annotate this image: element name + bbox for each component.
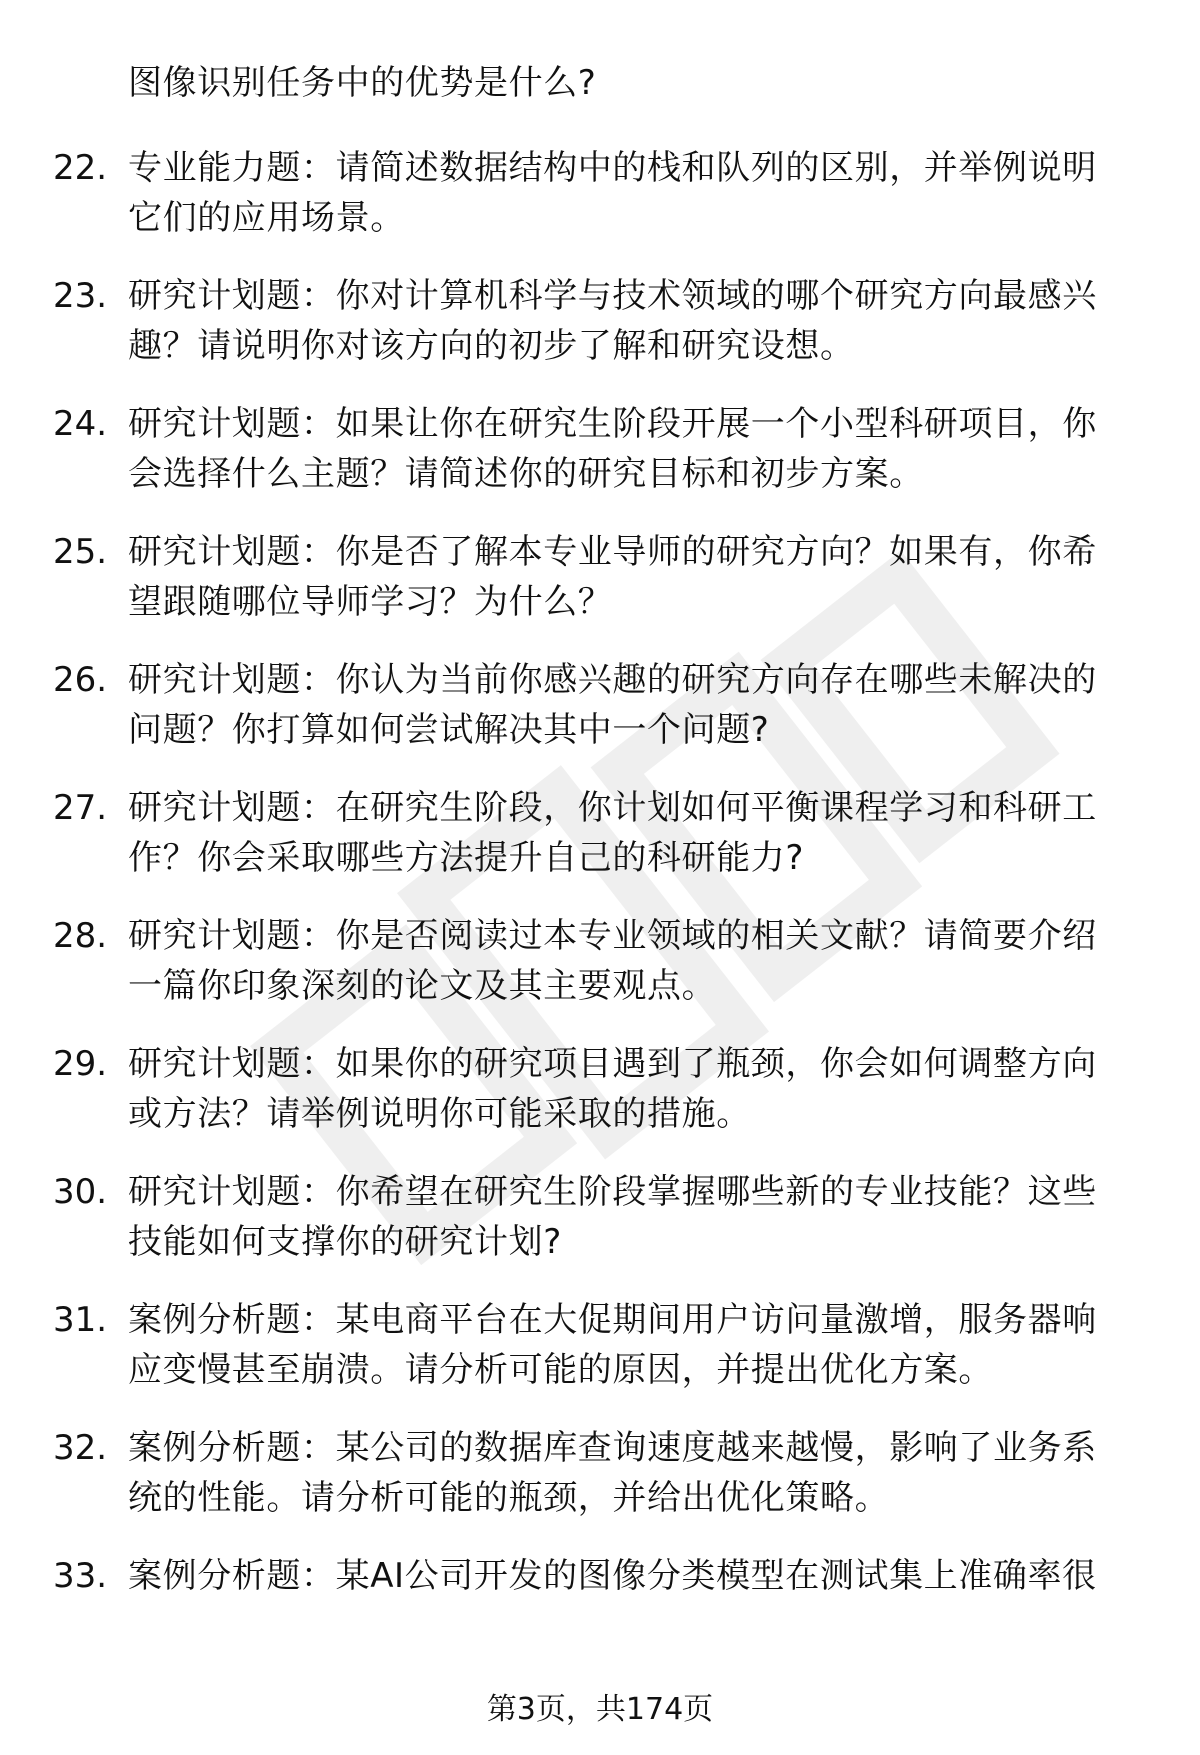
question-text: [128, 1039, 1138, 1139]
question-text-line: 研究计划题：你是否阅读过本专业领域的相关文献？请简要介绍: [128, 916, 1097, 956]
question-text-line: 案例分析题：某公司的数据库查询速度越来越慢，影响了业务系: [128, 1428, 1097, 1468]
question-text: [128, 527, 1138, 627]
question-item: [0, 1167, 1200, 1295]
question-number: 28.: [53, 916, 108, 956]
question-text-line: 统的性能。请分析可能的瓶颈，并给出优化策略。: [128, 1478, 890, 1518]
question-list: [0, 143, 1200, 1679]
question-number: 23.: [53, 276, 108, 316]
question-text-line: 研究计划题：你是否了解本专业导师的研究方向？如果有，你希: [128, 532, 1097, 572]
question-number: 29.: [53, 1044, 108, 1084]
question-item: [0, 1039, 1200, 1167]
question-text: [128, 1551, 1138, 1601]
question-text-line: 研究计划题：如果让你在研究生阶段开展一个小型科研项目，你: [128, 404, 1097, 444]
question-text-line: 研究计划题：如果你的研究项目遇到了瓶颈，你会如何调整方向: [128, 1044, 1097, 1084]
question-number: 27.: [53, 788, 108, 828]
question-item: [0, 143, 1200, 271]
question-text-line: 应变慢甚至崩溃。请分析可能的原因，并提出优化方案。: [128, 1350, 993, 1390]
question-text-line: 技能如何支撑你的研究计划?: [128, 1222, 562, 1262]
page-footer: 第3页，共174页: [486, 1692, 714, 1727]
question-text-line: 案例分析题：某电商平台在大促期间用户访问量激增，服务器响: [128, 1300, 1097, 1340]
question-number: 26.: [53, 660, 108, 700]
question-text-line: 研究计划题：你希望在研究生阶段掌握哪些新的专业技能？这些: [128, 1172, 1097, 1212]
question-text: [128, 399, 1138, 499]
question-text-line: 问题？你打算如何尝试解决其中一个问题?: [128, 710, 770, 750]
question-text-line: 它们的应用场景。: [128, 198, 405, 238]
question-item: [0, 527, 1200, 655]
question-text-line: 会选择什么主题？请简述你的研究目标和初步方案。: [128, 454, 924, 494]
question-text: [128, 271, 1138, 371]
question-text-line: 案例分析题：某AI公司开发的图像分类模型在测试集上准确率很: [128, 1556, 1097, 1596]
question-text: [128, 1295, 1138, 1395]
question-text-line: 专业能力题：请简述数据结构中的栈和队列的区别，并举例说明: [128, 148, 1097, 188]
question-item: [0, 1423, 1200, 1551]
question-number: 31.: [53, 1300, 108, 1340]
question-text: [128, 1423, 1138, 1523]
question-number: 30.: [53, 1172, 108, 1212]
question-item: [0, 1295, 1200, 1423]
question-text-line: 趣？请说明你对该方向的初步了解和研究设想。: [128, 326, 855, 366]
question-item: [0, 655, 1200, 783]
question-text: [128, 1167, 1138, 1267]
question-text-line: 作？你会采取哪些方法提升自己的科研能力?: [128, 838, 805, 878]
question-text-line: 研究计划题：你认为当前你感兴趣的研究方向存在哪些未解决的: [128, 660, 1097, 700]
question-number: 25.: [53, 532, 108, 572]
question-text-line: 望跟随哪位导师学习？为什么？: [128, 582, 613, 622]
question-item: [0, 399, 1200, 527]
question-item: [0, 1551, 1200, 1679]
question-number: 33.: [53, 1556, 108, 1596]
question-text: [128, 143, 1138, 243]
question-number: 24.: [53, 404, 108, 444]
question-text: [128, 655, 1138, 755]
question-number: 32.: [53, 1428, 108, 1468]
question-text-line: 研究计划题：你对计算机科学与技术领域的哪个研究方向最感兴: [128, 276, 1097, 316]
question-text-line: 或方法？请举例说明你可能采取的措施。: [128, 1094, 751, 1134]
question-text: [128, 911, 1138, 1011]
question-text-line: 研究计划题：在研究生阶段，你计划如何平衡课程学习和科研工: [128, 788, 1097, 828]
continuation-line: 图像识别任务中的优势是什么?: [128, 63, 597, 103]
question-text: [128, 783, 1138, 883]
question-number: 22.: [53, 148, 108, 188]
question-item: [0, 783, 1200, 911]
question-item: [0, 911, 1200, 1039]
question-text-line: 一篇你印象深刻的论文及其主要观点。: [128, 966, 717, 1006]
question-item: [0, 271, 1200, 399]
